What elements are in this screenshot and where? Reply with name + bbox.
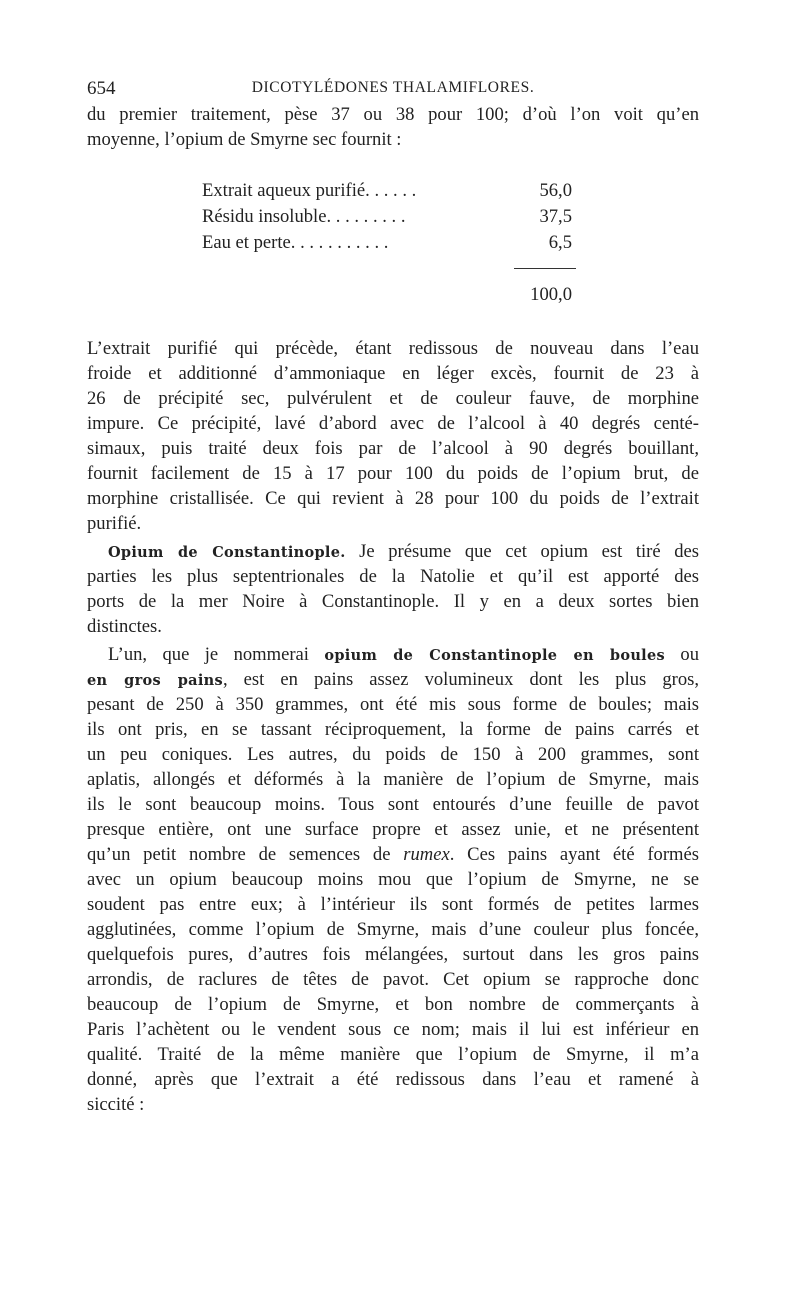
text-line: aplatis, allongés et déformés à la manière de l’opium de Smyrne, mais [87, 769, 699, 790]
text-line: pesant de 250 à 350 grammes, ont été mis sous forme de boules; mais [87, 694, 699, 715]
text-line: quelquefois pures, d’autres fois mélangées, surtout dans les gros pains [87, 944, 699, 965]
page-header [87, 78, 699, 102]
text-line: qualité. Traité de la même manière que l’opium de Smyrne, il m’a [87, 1044, 699, 1065]
table-total-row [202, 284, 582, 310]
text-line: distinctes. [87, 616, 162, 637]
table-total-value: 100,0 [530, 284, 572, 305]
section-heading: Opium de Constantinople. [108, 544, 346, 561]
text-line: ils le sont beaucoup moins. Tous sont entourés d’une feuille de pavot [87, 794, 699, 815]
table-row-label: Résidu insoluble. . . . . . . . . [202, 206, 406, 227]
text-line: froide et additionné d’ammoniaque en léger excès, fournit de 23 à [87, 363, 699, 384]
table-row-label: Eau et perte. . . . . . . . . . . [202, 232, 389, 253]
table-row-label: Extrait aqueux purifié. . . . . . [202, 180, 417, 201]
running-title: DICOTYLÉDONES THALAMIFLORES. [251, 79, 535, 96]
text-line: simaux, puis traité deux fois par de l’alcool à 90 degrés bouillant, [87, 438, 699, 459]
text-line: en gros pains, est en pains assez volumineux dont les plus gros, [87, 669, 700, 690]
text-line: un peu coniques. Les autres, du poids de 150 à 200 grammes, sont [87, 744, 699, 765]
text-line: agglutinées, comme l’opium de Smyrne, mais d’une couleur plus foncée, [87, 919, 699, 940]
text-line: avec un opium beaucoup moins mou que l’opium de Smyrne, ne se [87, 869, 699, 890]
text-line: qu’un petit nombre de semences de rumex. Ces pains ayant été formés [87, 844, 699, 865]
text-line: beaucoup de l’opium de Smyrne, et bon nombre de commerçants à [87, 994, 699, 1015]
table-row [202, 232, 582, 258]
bold-term: opium de Constantinople en boules [324, 647, 665, 664]
table-row-value: 37,5 [539, 206, 572, 227]
text-line: moyenne, l’opium de Smyrne sec fournit : [87, 129, 402, 150]
text-line: soudent pas entre eux; à l’intérieur ils sont formés de petites larmes [87, 894, 699, 915]
text-line: impure. Ce précipité, lavé d’abord avec de l’alcool à 40 degrés centé- [87, 413, 699, 434]
text-line: arrondis, de raclures de têtes de pavot. Cet opium se rapproche donc [87, 969, 699, 990]
table-row [202, 180, 582, 206]
italic-term: rumex [403, 844, 450, 865]
sum-rule [514, 268, 576, 269]
table-row [202, 206, 582, 232]
text-line: L’un, que je nommerai opium de Constantinople en boules ou [108, 644, 699, 665]
page-number: 654 [87, 78, 116, 99]
text-line: morphine cristallisée. Ce qui revient à 28 pour 100 du poids de l’extrait [87, 488, 699, 509]
bold-term: en gros pains [87, 672, 223, 689]
text-line: Paris l’achètent ou le vendent sous ce nom; mais il lui est inférieur en [87, 1019, 699, 1040]
text-line: parties les plus septentrionales de la Natolie et qu’il est apporté des [87, 566, 699, 587]
table-row-value: 6,5 [548, 232, 572, 253]
text-line: ports de la mer Noire à Constantinople. Il y en a deux sortes bien [87, 591, 699, 612]
text-line: ils ont pris, en se tassant réciproquement, la forme de pains carrés et [87, 719, 699, 740]
table-row-value: 56,0 [539, 180, 572, 201]
text-line: fournit facilement de 15 à 17 pour 100 du poids de l’opium brut, de [87, 463, 699, 484]
text-line: donné, après que l’extrait a été redissous dans l’eau et ramené à [87, 1069, 699, 1090]
text-line: 26 de précipité sec, pulvérulent et de couleur fauve, de morphine [87, 388, 699, 409]
text-line: presque entière, ont une surface propre et assez unie, et ne présentent [87, 819, 699, 840]
text-line: Opium de Constantinople. Je présume que cet opium est tiré des [108, 541, 700, 562]
text-line: du premier traitement, pèse 37 ou 38 pour 100; d’où l’on voit qu’en [87, 104, 699, 125]
text-line: L’extrait purifié qui précède, étant redissous de nouveau dans l’eau [87, 338, 699, 359]
text-line: siccité : [87, 1094, 145, 1115]
text-line: purifié. [87, 513, 142, 534]
